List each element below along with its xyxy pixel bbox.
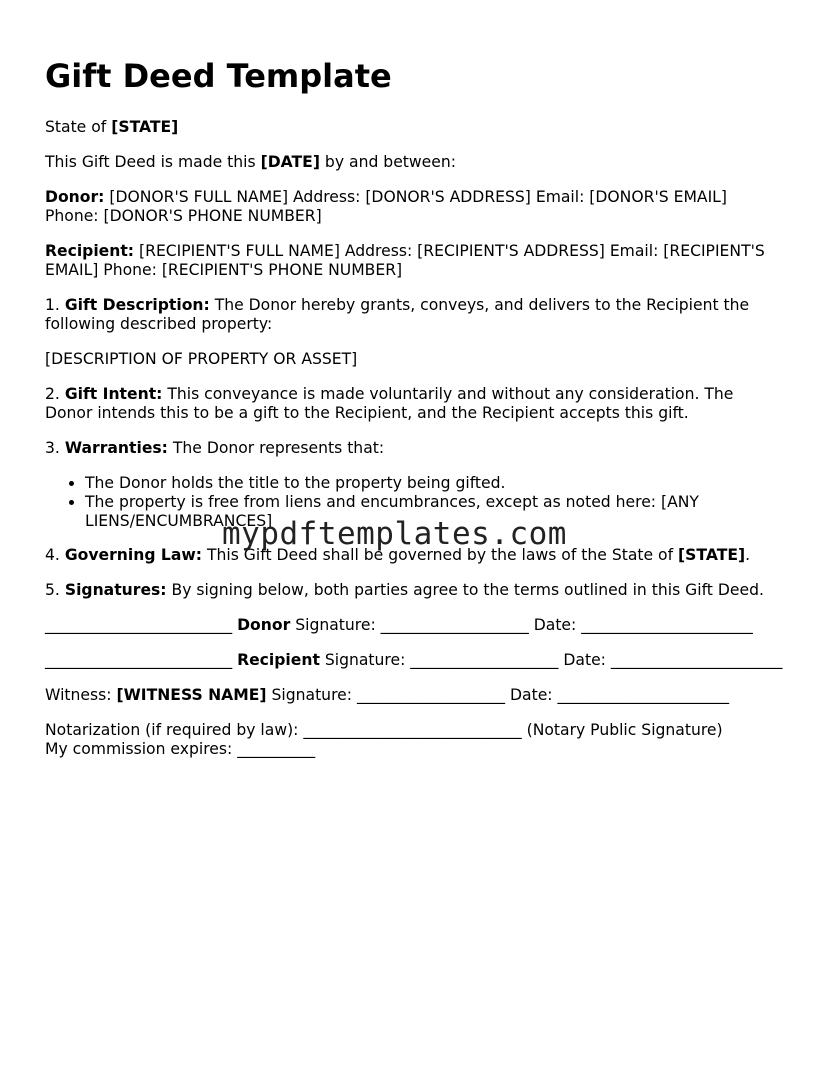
section-label: Gift Intent: [64, 385, 163, 403]
recipient-role: Recipient [237, 651, 320, 669]
warranties-list-wrap [45, 474, 785, 531]
section-governing-law: 4. Governing Law: This Gift Deed shall be governed by the laws of the State of [STATE]. [45, 546, 751, 564]
section-warranties: 3. Warranties: The Donor represents that: [45, 439, 385, 457]
list-item: • The property is free from liens and encumbrances, except as noted here: [ANY LIENS/ENCUMBRANCES] [85, 493, 785, 531]
donor-signature-line[interactable]: ________________________ Donor Signature: ___________________ Date: ______________________ [45, 616, 753, 634]
document-page [45, 56, 785, 775]
witness-name-placeholder: [WITNESS NAME] [116, 686, 267, 704]
date-placeholder: [DATE] [260, 153, 320, 171]
section-label: Gift Description: [64, 296, 210, 314]
state-line: State of [STATE] [45, 118, 179, 136]
section-label: Signatures: [64, 581, 167, 599]
intro-line: This Gift Deed is made this [DATE] by and between: [45, 153, 456, 171]
section-signatures: 5. Signatures: By signing below, both parties agree to the terms outlined in this Gift Deed. [45, 581, 764, 599]
document-title: Gift Deed Template [45, 57, 392, 95]
commission-expires-line: My commission expires: __________ [45, 740, 316, 758]
donor-role: Donor [237, 616, 291, 634]
recipient-signature-line[interactable]: ________________________ Recipient Signature: ___________________ Date: ______________________ [45, 651, 783, 669]
state-placeholder: [STATE] [678, 546, 746, 564]
notarization-line: Notarization (if required by law): ____________________________ (Notary Public Signature) [45, 721, 723, 739]
list-item: • The Donor holds the title to the property being gifted. [85, 474, 785, 493]
section-gift-description: 1. Gift Description: The Donor hereby grants, conveys, and delivers to the Recipient the following described property: [45, 296, 750, 333]
donor-label: Donor: [45, 188, 105, 206]
section-label: Warranties: [64, 439, 168, 457]
section-gift-intent: 2. Gift Intent: This conveyance is made voluntarily and without any consideration. The Donor intends this to be a gift to the Recipient, and the Recipient accepts this gift. [45, 385, 734, 422]
warranties-list [45, 474, 785, 531]
donor-info: Donor: [DONOR'S FULL NAME] Address: [DONOR'S ADDRESS] Email: [DONOR'S EMAIL] Phone: [DONOR'S PHONE NUMBER] [45, 188, 727, 225]
property-description: [DESCRIPTION OF PROPERTY OR ASSET] [45, 350, 358, 368]
recipient-label: Recipient: [45, 242, 135, 260]
witness-signature-line[interactable]: Witness: [WITNESS NAME] Signature: ___________________ Date: ______________________ [45, 686, 730, 704]
watermark: mypdftemplates.com [222, 516, 567, 552]
section-label: Governing Law: [64, 546, 203, 564]
notarization-block[interactable] [45, 721, 785, 759]
state-placeholder: [STATE] [111, 118, 179, 136]
recipient-info: Recipient: [RECIPIENT'S FULL NAME] Address: [RECIPIENT'S ADDRESS] Email: [RECIPIENT'S EMAIL] Phone: [RECIPIENT'S PHONE NUMBER] [45, 242, 765, 279]
